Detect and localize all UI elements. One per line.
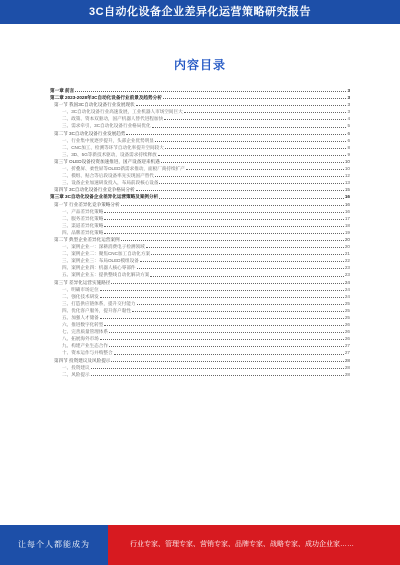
report-header bbox=[0, 0, 400, 24]
toc-entry-title: 一、3C自动化设备行业高速发展，工业机器人市场空间巨大 bbox=[62, 109, 183, 115]
toc-entry-title: 一、行业集中度逐步提升，头部企业优势明显 bbox=[62, 137, 154, 143]
toc-page-number: 3 bbox=[347, 88, 350, 93]
toc-entry[interactable] bbox=[50, 286, 350, 293]
toc-entry-title: 二、风险提示 bbox=[62, 371, 90, 377]
toc-page-number: 18 bbox=[344, 222, 350, 228]
toc-leader-dots bbox=[159, 183, 343, 184]
toc-page-number: 3 bbox=[347, 109, 350, 115]
toc-page-number: 23 bbox=[344, 265, 350, 271]
toc-entry[interactable] bbox=[50, 229, 350, 236]
toc-leader-dots bbox=[132, 311, 344, 312]
toc-leader-dots bbox=[121, 240, 344, 241]
toc-entry-title: 二、服务差异化策略 bbox=[62, 215, 104, 221]
toc-entry[interactable] bbox=[50, 215, 350, 222]
toc-page-number: 9 bbox=[347, 151, 350, 157]
toc-leader-dots bbox=[111, 283, 343, 284]
toc-leader-dots bbox=[158, 155, 347, 156]
toc-entry-title: 一、明确市场定位 bbox=[62, 286, 99, 292]
toc-leader-dots bbox=[126, 134, 346, 135]
toc-leader-dots bbox=[161, 162, 344, 163]
toc-leader-dots bbox=[109, 346, 344, 347]
toc-entry[interactable] bbox=[50, 314, 350, 321]
toc-entry[interactable] bbox=[50, 130, 350, 137]
toc-leader-dots bbox=[104, 226, 344, 227]
toc-entry-title: 三、打造供应链体系，提升交付能力 bbox=[62, 300, 136, 306]
toc-leader-dots bbox=[104, 233, 344, 234]
toc-entry[interactable] bbox=[50, 342, 350, 349]
toc-entry-title: 第四节 3C自动化设备行业竞争格局分析 bbox=[54, 187, 135, 193]
toc-leader-dots bbox=[111, 361, 343, 362]
toc-leader-dots bbox=[137, 304, 344, 305]
toc-entry-title: 九、构建产业生态合作 bbox=[62, 343, 108, 349]
toc-entry[interactable] bbox=[50, 137, 350, 144]
toc-leader-dots bbox=[164, 119, 346, 120]
toc-page-number: 25 bbox=[344, 315, 350, 320]
toc-entry-title: 二、案例企业二：聚焦CNC加工自动化方案 bbox=[62, 251, 151, 257]
toc-entry[interactable] bbox=[50, 165, 350, 172]
toc-page-number: 22 bbox=[344, 258, 350, 264]
toc-page-number: 20 bbox=[344, 236, 350, 242]
toc-entry-title: 一、案例企业一：深耕消费电子检测领域 bbox=[62, 244, 145, 250]
toc-leader-dots bbox=[137, 268, 344, 269]
toc-leader-dots bbox=[104, 212, 344, 213]
toc-leader-dots bbox=[155, 141, 347, 142]
toc-entry-title: 三、渠道差异化策略 bbox=[62, 222, 104, 228]
toc-entry-title: 二、CNC加工、检测等环节自动化率提升空间较大 bbox=[62, 144, 164, 150]
toc-page-number: 24 bbox=[344, 279, 350, 285]
toc-leader-dots bbox=[159, 198, 344, 199]
toc-entry[interactable] bbox=[50, 271, 350, 278]
toc-entry-title: 三、需求牵引，3C自动化设备行业格局优化 bbox=[62, 123, 151, 129]
toc-page-number: 28 bbox=[344, 364, 350, 370]
toc-entry[interactable] bbox=[50, 222, 350, 229]
toc-leader-dots bbox=[146, 247, 344, 248]
toc-entry-title: 一、投资建议 bbox=[62, 364, 90, 370]
toc-page-number: 10 bbox=[344, 166, 350, 172]
toc-page-number: 27 bbox=[344, 343, 350, 349]
toc-entry[interactable] bbox=[50, 279, 350, 286]
toc-entry[interactable] bbox=[50, 172, 350, 179]
toc-entry-title: 五、案例企业五：提供整线自动化解决方案 bbox=[62, 272, 150, 278]
toc-entry[interactable] bbox=[50, 179, 350, 186]
toc-page-number: 24 bbox=[344, 293, 350, 299]
toc-entry[interactable] bbox=[50, 236, 350, 243]
toc-page-number: 28 bbox=[344, 357, 350, 363]
toc-page-number: 24 bbox=[344, 286, 350, 292]
toc-entry-title: 第二节 典型企业差异化运营案例 bbox=[54, 236, 120, 242]
toc-entry[interactable] bbox=[50, 321, 350, 328]
toc-leader-dots bbox=[152, 127, 347, 128]
toc-page-number: 3 bbox=[347, 102, 350, 108]
toc-entry-title: 第三章 3C自动化设备企业差异化运营策略及案例分析 bbox=[50, 194, 159, 200]
toc-entry[interactable] bbox=[50, 151, 350, 158]
toc-entry[interactable] bbox=[50, 243, 350, 250]
toc-entry-title: 四、优化客户服务，提升客户黏性 bbox=[62, 307, 131, 313]
toc-page-number: 25 bbox=[344, 307, 350, 313]
toc-entry-title: 三、案例企业三：布局OLED模组设备 bbox=[62, 258, 139, 264]
toc-leader-dots bbox=[163, 98, 347, 99]
toc-entry-title: 四、案例企业四：机器人核心零部件 bbox=[62, 265, 136, 271]
toc-leader-dots bbox=[91, 375, 344, 376]
toc-entry[interactable] bbox=[50, 186, 350, 193]
toc-entry[interactable] bbox=[50, 349, 350, 356]
toc-page-number: 28 bbox=[344, 371, 350, 377]
toc-entry[interactable] bbox=[50, 364, 350, 371]
toc-entry-title: 第二节 3C自动化设备行业发展趋势 bbox=[54, 130, 126, 136]
toc-leader-dots bbox=[114, 354, 344, 355]
toc-page-number: 23 bbox=[344, 272, 350, 278]
toc-page-number: 19 bbox=[344, 229, 350, 235]
toc-page-number: 5 bbox=[347, 123, 350, 129]
toc-entry[interactable] bbox=[50, 264, 350, 271]
toc-entry[interactable] bbox=[50, 293, 350, 300]
toc-page-number: 26 bbox=[344, 329, 350, 335]
toc-leader-dots bbox=[100, 339, 344, 340]
toc-page-number: 27 bbox=[344, 350, 350, 356]
toc-entry[interactable] bbox=[50, 208, 350, 215]
toc-entry-title: 四、品牌差异化策略 bbox=[62, 229, 104, 235]
toc-page-number: 6 bbox=[347, 137, 350, 143]
toc-entry[interactable] bbox=[50, 108, 350, 115]
footer-slogan-right: 行业专家、管理专家、营销专家、品牌专家、战略专家、成功企业家…… bbox=[108, 525, 400, 565]
toc-page-number: 26 bbox=[344, 322, 350, 328]
toc-entry[interactable] bbox=[50, 300, 350, 307]
toc-entry[interactable] bbox=[50, 158, 350, 165]
toc-page-number: 16 bbox=[344, 194, 350, 200]
toc-leader-dots bbox=[104, 325, 344, 326]
toc-page-number: 13 bbox=[344, 180, 350, 186]
table-of-contents bbox=[50, 87, 350, 378]
toc-entry-title: 三、设备企业加速研发投入，布局前段核心设备 bbox=[62, 180, 159, 186]
toc-entry-title: 一、产品差异化策略 bbox=[62, 208, 104, 214]
toc-page-number: 17 bbox=[344, 215, 350, 221]
toc-entry-title: 第三节 OLED设备投资加速推进，国产设备迎来机遇 bbox=[54, 158, 160, 164]
toc-entry[interactable] bbox=[50, 257, 350, 264]
toc-leader-dots bbox=[151, 254, 344, 255]
toc-page-number: 20 bbox=[344, 244, 350, 250]
toc-entry[interactable] bbox=[50, 201, 350, 208]
toc-entry-title: 七、完善质量管理体系 bbox=[62, 329, 108, 335]
toc-page-number: 10 bbox=[344, 158, 350, 164]
toc-page-number: 15 bbox=[344, 187, 350, 193]
toc-leader-dots bbox=[100, 290, 344, 291]
toc-leader-dots bbox=[140, 261, 344, 262]
toc-entry[interactable] bbox=[50, 144, 350, 151]
toc-page-number: 25 bbox=[344, 300, 350, 306]
toc-heading: 内容目录 bbox=[173, 58, 226, 72]
toc-entry-title: 十、资本运作与并购整合 bbox=[62, 350, 113, 356]
toc-entry-title: 二、强化技术研发 bbox=[62, 293, 99, 299]
toc-entry-title: 二、模组、贴合等后段设备率先实现国产替代 bbox=[62, 173, 154, 179]
toc-page-number: 16 bbox=[344, 201, 350, 207]
toc-page-number: 3 bbox=[347, 95, 350, 101]
toc-leader-dots bbox=[165, 148, 347, 149]
toc-entry-title: 八、拓展海外市场 bbox=[62, 336, 99, 342]
toc-leader-dots bbox=[91, 368, 344, 369]
toc-page-number: 16 bbox=[344, 208, 350, 214]
toc-entry-title: 六、推进数字化转型 bbox=[62, 322, 104, 328]
toc-entry-title: 第一章 前言 bbox=[50, 88, 75, 93]
toc-leader-dots bbox=[150, 276, 344, 277]
toc-entry-title: 二、政策、资本双驱动，国产机器人替代进程加快 bbox=[62, 116, 164, 122]
toc-leader-dots bbox=[100, 297, 344, 298]
toc-leader-dots bbox=[104, 219, 344, 220]
toc-page-number: 12 bbox=[344, 173, 350, 179]
toc-entry-title: 五、加强人才储备 bbox=[62, 315, 99, 320]
toc-entry-title: 三、3D、5G等新技术驱动，设备需求持续释放 bbox=[62, 151, 157, 157]
toc-leader-dots bbox=[75, 91, 346, 92]
toc-entry-title: 第二章 2023-2028年3C自动化设备行业前景及趋势分析 bbox=[50, 95, 162, 101]
toc-entry[interactable] bbox=[50, 193, 350, 200]
toc-leader-dots bbox=[136, 190, 344, 191]
toc-entry-title: 第四节 投资建议及风险提示 bbox=[54, 357, 111, 363]
toc-entry[interactable] bbox=[50, 101, 350, 108]
toc-entry[interactable] bbox=[50, 115, 350, 122]
toc-entry[interactable] bbox=[50, 87, 350, 94]
toc-leader-dots bbox=[186, 169, 344, 170]
toc-leader-dots bbox=[136, 105, 347, 106]
toc-page-number: 26 bbox=[344, 336, 350, 342]
toc-leader-dots bbox=[121, 205, 344, 206]
toc-entry-title: 一、折叠屏、柔性屏等OLED新需求推动，面板厂商持续扩产 bbox=[62, 166, 185, 172]
toc-leader-dots bbox=[109, 332, 344, 333]
toc-entry-title: 第一节 行业差异化竞争策略分析 bbox=[54, 201, 120, 207]
toc-entry[interactable] bbox=[50, 94, 350, 101]
toc-entry[interactable] bbox=[50, 328, 350, 335]
toc-entry[interactable] bbox=[50, 371, 350, 378]
toc-page-number: 8 bbox=[347, 144, 350, 150]
toc-leader-dots bbox=[155, 176, 344, 177]
toc-entry[interactable] bbox=[50, 335, 350, 342]
report-title: 3C自动化设备企业差异化运营策略研究报告 bbox=[88, 6, 312, 18]
toc-entry[interactable] bbox=[50, 122, 350, 129]
toc-page-number: 4 bbox=[347, 116, 350, 122]
toc-page-number: 21 bbox=[344, 251, 350, 257]
toc-entry-title: 第一节 我国3C自动化设备行业发展现状 bbox=[54, 102, 135, 108]
toc-page-number: 6 bbox=[347, 130, 350, 136]
toc-entry-title: 第三节 差异化运营实施路径 bbox=[54, 279, 111, 285]
toc-leader-dots bbox=[184, 112, 347, 113]
footer-slogan-left: 让每个人都能成为 bbox=[0, 525, 108, 565]
toc-leader-dots bbox=[100, 318, 344, 319]
toc-entry[interactable] bbox=[50, 250, 350, 257]
toc-entry[interactable] bbox=[50, 357, 350, 364]
footer-banner bbox=[0, 525, 400, 565]
toc-entry[interactable] bbox=[50, 307, 350, 314]
